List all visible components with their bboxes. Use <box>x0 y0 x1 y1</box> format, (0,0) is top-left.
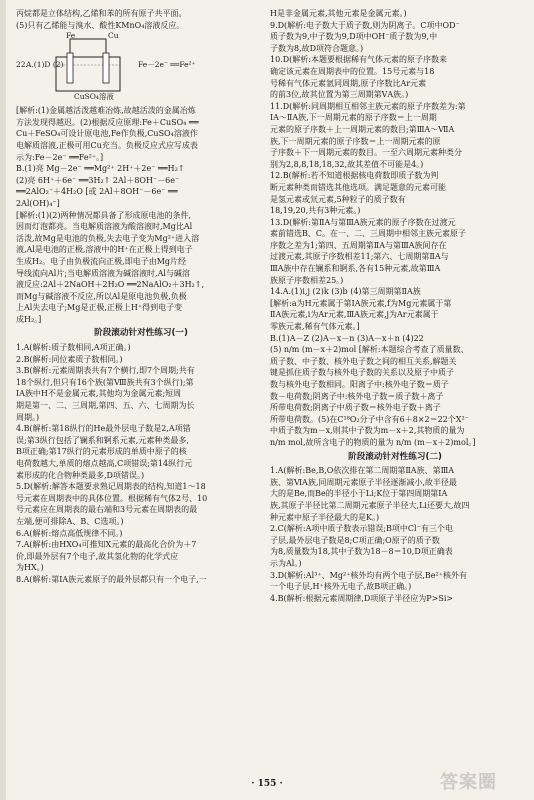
answer-line: 13.D(解析:第ⅡA与第ⅢA族元素的原子序数在过渡元 <box>270 217 456 227</box>
text-line: 因而灯泡都亮。当电解质溶液为酸溶液时,Mg比Al <box>16 222 193 232</box>
answer-line: 左端,便可排除A、B、C选项。) <box>16 516 124 526</box>
answer-line: 大的是Be,而Be的半径小于Li;K位于第四周期第ⅠA <box>270 489 448 499</box>
answer-line: 族,下一周期元素的原子序数＝上一周期元素的原 <box>270 136 441 146</box>
text-line: 示为:Fe－2e⁻ ══Fe²⁺。] <box>16 152 104 162</box>
answer-line: 一个电子层,H⁺核外无电子,故B项正确。) <box>270 582 412 592</box>
cu-electrode-label: Cu <box>108 31 119 41</box>
answer-line: 断元素种类而错选其他选项。满足题意的元素可能 <box>270 182 446 192</box>
answer-line: 号元素在周期表中的具体位置。根据稀有气体2号、10 <box>16 493 208 503</box>
answer-line: 18个纵行,但只有16个族(第Ⅷ族共有3个纵行);第 <box>16 377 194 387</box>
text-line: 活泼,故Mg是电池的负极,失去电子变为Mg²⁺进入溶 <box>16 233 200 243</box>
answer-line: ⅢA族中存在镧系和锕系,各有15种元素,故第ⅢA <box>270 264 441 274</box>
answer-line: 误;第3纵行包括了镧系和锕系元素,元素种类最多, <box>16 435 189 445</box>
answer-line: 种元素中原子半径最大的是K。) <box>270 512 380 522</box>
answer-line: 5.D(解析:解答本题要求熟记周期表的结构,知道1～18 <box>16 482 206 492</box>
section-title: 阶段滚动针对性练习(二) <box>348 451 442 462</box>
answer-line: 12.B(解析:若不知道根据核电荷数即质子数为判 <box>270 171 439 181</box>
answer-line: B项正确;第17纵行的元素形成的单质中原子的核 <box>16 447 187 457</box>
text-line: 电解质溶液,正极可用Cu充当。负极反应式应写成表 <box>16 140 198 150</box>
text-line: [解析:(1)(2)两种情况都具备了形成原电池的条件, <box>16 210 192 220</box>
answer-line: 数与核外电子数相同。阳离子中:核外电子数＝质子 <box>270 380 449 389</box>
answer-line: 族、第ⅥA族,同周期元素原子半径逐渐减小,故半径最 <box>270 477 457 487</box>
answer-line: 18,19,20,共有3种元素。) <box>270 206 361 216</box>
answer-line: 10.D(解析:本题要根据稀有气体元素的原子序数来 <box>270 55 447 65</box>
answer-line: 数－电荷数;阴离子中:核外电子数＝质子数＋离子 <box>270 391 444 401</box>
answer-line: 2.C(解析:A项中质子数表示错误;B项中Cl⁻有三个电 <box>270 524 453 534</box>
answer-line: ⅡA族元素,i为Ar元素,ⅢA族元素,j为Ar元素属于 <box>270 310 439 320</box>
answer-line: 子层,最外层电子数是8;C项正确;O原子的质子数 <box>270 535 440 545</box>
text-line: Cu＋FeSO₄可设计原电池,Fe作负极,CuSO₄溶液作 <box>16 129 198 139</box>
answer-line: 3.B(解析:元素周期表共有7个横行,即7个周期;共有 <box>16 366 195 376</box>
answer-line: ⅠA～ⅡA族,下一周期元素的原子序数＝上一周期 <box>270 113 437 123</box>
answer-line: 4.B(解析:根据元素周期律,D项原子半径应为P>Si> <box>270 593 454 603</box>
text-line: 丙烷都是立体结构,乙烯和苯的所有原子共平面。 <box>16 9 187 18</box>
answer-line: 为8,质量数为18,其中子数为18－8＝10,D项正确表 <box>270 547 453 557</box>
answer-line: 为HX。) <box>16 563 44 573</box>
section-title: 阶段滚动针对性练习(一) <box>94 328 188 339</box>
text-line: ══2AlO₂⁻＋4H₂O [或 2Al＋8OH⁻－6e⁻ ══ <box>16 187 178 197</box>
text-line: [解析:(1)金属越活泼越难冶炼,故越活泼的金属冶炼 <box>16 106 196 116</box>
answer-line: 4.B(解析:第18纵行的He最外层电子数是2,A项错 <box>16 424 191 434</box>
text-line: 方法发现得越迟。(2)根据反应原理:Fe＋CuSO₄ ══ <box>16 117 199 127</box>
answer-line: 过渡元素,其原子序数相差11;第六、七周期第ⅡA与 <box>270 252 449 262</box>
answer-line: [解析:a为H元素属于第ⅠA族元素,f为Mg元素属于第 <box>270 298 452 308</box>
answer-line: 序数之差为1;第四、五周期第ⅡA与第ⅢA族间存在 <box>270 240 447 250</box>
question-number: 22. <box>16 60 28 70</box>
text-line: 而Mg与碱溶液不反应,所以Al是原电池负极,负极 <box>16 291 187 301</box>
reaction-equation: Fe－2e⁻ ══Fe²⁺ <box>138 60 196 70</box>
right-column <box>270 8 520 604</box>
answer-line: 号元素应在周期表的最右端和3号元素在周期表的最 <box>16 505 198 515</box>
answer-line: 素前错选B、C。在一、二、三周期中相邻主族元素原子 <box>270 229 466 239</box>
page-number: · 155 · <box>251 779 283 789</box>
answer-line: 14.A.(1)i,j (2)k (3)b (4)第三周期第ⅡA族 <box>270 287 421 297</box>
text-line: 上Al失去电子;Mg是正极,正极上H⁺得到电子变 <box>16 303 183 313</box>
text-line: B.(1)亮 Mg－2e⁻ ══Mg²⁺ 2H⁺＋2e⁻ ══H₂↑ <box>16 164 185 174</box>
answer-line: 子序数＋下一周期元素的数目。一至六周期元素种类分 <box>270 148 462 158</box>
answer-line: n/m mol,故所含电子的物质的量为 n/m (m－x＋2)mol。] <box>270 437 476 447</box>
text-line: 液,Al是电池的正极,溶液中的H⁺在正极上得到电子 <box>16 245 193 255</box>
answer-line: 零族元素,稀有气体元素。] <box>270 322 360 332</box>
binding-edge <box>0 0 6 800</box>
answer-line: 期是第一、二、三周期,第四、五、六、七周期为长 <box>16 401 195 411</box>
answer-line: 号稀有气体元素氩同周期,原子序数比Ar元素 <box>270 78 427 88</box>
answer-line: 1.A(解析:质子数相同,A项正确。) <box>16 343 131 353</box>
text-line: 成H₂。] <box>16 314 42 324</box>
answer-line: 是氢元素或氘元素,5种粒子的质子数有 <box>270 194 406 204</box>
answer-line: 所带电荷数;阴离子中质子数＝核外电子数＋离子 <box>270 403 441 413</box>
answer-line: H是非金属元素,其他元素是金属元素。) <box>270 9 407 18</box>
text-line: 生成H₂。电子由负极流向正极,即电子由Mg片经 <box>16 256 187 266</box>
answer-line: 族原子序数相差25。) <box>270 275 344 285</box>
answer-line: 示为Al。) <box>270 558 302 568</box>
answer-line: 质子数、中子数、核外电子数之间的相互关系,解题关 <box>270 356 457 366</box>
answer-line: 1.A(解析:Be,B,O依次排在第二周期第ⅡA族、第ⅢA <box>270 466 455 476</box>
answer-line: 7.A(解析:由HXO₄可推知X元素的最高化合价为＋7 <box>16 540 197 550</box>
watermark-logo: 答案圈 <box>440 772 497 793</box>
fe-electrode-label: Fe <box>66 31 76 41</box>
text-line: 2Al(OH)₄⁻] <box>16 198 60 208</box>
answer-line: ⅠA族中H不是金属元素,其他均为金属元素;短周 <box>16 389 182 399</box>
answer-line: 元素的原子序数＋上一周期元素的数目;第ⅢA～ⅦA <box>270 124 455 134</box>
answer-line: 质子数为9,中子数为9,D项中OH⁻质子数为9,中 <box>270 32 438 42</box>
answer-line: 别为2,8,8,18,18,32,故其差值不可能是4。) <box>270 159 424 169</box>
galvanic-cell-diagram <box>16 33 266 101</box>
answer-line: 族,其原子半径比第二周期元素原子半径大,Li还要大,故四 <box>270 500 470 510</box>
answer-line: 8.A(解析:第ⅠA族元素原子的最外层都只有一个电子,一 <box>16 574 207 584</box>
answer-line: 中质子数为m－x,则其中子数为m－x＋2,其物质的量为 <box>270 426 465 436</box>
answer-line: 子数为8,故D项符合题意。) <box>270 43 364 53</box>
answer-line: 价,即最外层有7个电子,故其氢化物的化学式应 <box>16 551 179 561</box>
answer-line: 11.D(解析:同周期相互相邻主族元素的原子序数差为:第 <box>270 101 466 111</box>
answer-line: B.(1)A－Z (2)A－x－n (3)A－x＋n (4)22 <box>270 333 424 343</box>
answer-line: 确定该元素在周期表中的位置。15号元素与18 <box>270 66 435 76</box>
answer-line: 周期。) <box>16 412 40 422</box>
answer-line: (5) n/m (m－x＋2)mol [解析:本题综合考查了质量数、 <box>270 345 469 355</box>
answer-line: 键是抓住质子数与核外电子数的关系以及原子中质子 <box>270 368 454 378</box>
text-line: (5)只有乙烯能与溴水、酸性KMnO₄溶液反应。 <box>16 20 185 30</box>
answer-line: 所带电荷数。(5)在C¹⁸O₂分子中含有6＋8×2＝22个X²⁻ <box>270 414 469 424</box>
answer-line: 2.B(解析:同位素质子数相同。) <box>16 354 123 364</box>
answer-line: 3.D(解析:Al³⁺、Mg²⁺核外均有两个电子层,Be²⁺核外有 <box>270 570 467 580</box>
text-line: 导线流向Al片;当电解质溶液为碱溶液时,Al与碱溶 <box>16 268 190 278</box>
answer-line: 的前3位,故其位置为第三周期第ⅤA族。) <box>270 90 409 100</box>
answer-line: 素形成的化合物种类最多,D项错误。) <box>16 470 145 480</box>
answer-line: 电荷数越大,单质的熔点越高,C项错误;第14纵行元 <box>16 459 193 468</box>
left-column <box>16 8 266 586</box>
answer-line: 6.A(解析:熔点高低规律不同。) <box>16 528 123 538</box>
text-line: 液反应:2Al＋2NaOH＋2H₂O ══2NaAlO₂＋3H₂↑, <box>16 280 205 290</box>
solution-label: CuSO₄溶液 <box>74 92 114 102</box>
question-answer: A.(1)D (2) <box>26 60 64 70</box>
text-line: (2)亮 6H⁺＋6e⁻ ══3H₂↑ 2Al＋8OH⁻－6e⁻ <box>16 175 180 185</box>
answer-line: 9.D(解析:电子数大于质子数,则为阴离子。C项中OD⁻ <box>270 20 460 30</box>
